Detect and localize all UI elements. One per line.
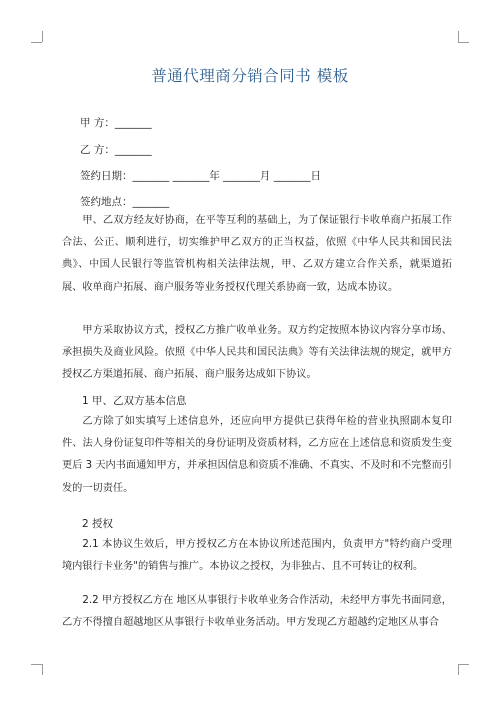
paragraph-clause-2-1: 2.1 本协议生效后，甲方授权乙方在本协议所述范围内，负责甲方"特约商户受理境内银行卡业务"的销售与推广。本协议之授权，为非独占、且不可转让的权利。 bbox=[62, 539, 452, 573]
crop-mark-top-right-h bbox=[458, 42, 469, 43]
paragraph-authorization-method: 甲方采取协议方式，授权乙方推广收单业务。双方约定按照本协议内容分享市场、承担损失及商业风险。依照《中华人民共和国民法典》等有关法律法规的规定，就甲方授权乙方渠道拓展、商户拓展、商户服务达成如下协议。 bbox=[62, 325, 452, 381]
document-title: 普通代理商分销合同书 模板 bbox=[151, 67, 349, 85]
crop-mark-top-right-v bbox=[458, 31, 459, 42]
party-b-field: 乙 方：_______ bbox=[80, 144, 152, 156]
paragraph-basic-info: 乙方除了如实填写上述信息外，还应向甲方提供已获得年检的营业执照副本复印件、法人身份证复印件等相关的身份证明及资质材料，乙方应在上述信息和资质发生变更后 3 天内书面通知甲方，并承担因信息和资质不准确、不真实、不及时和不完整而引发的一切责任。 bbox=[62, 416, 452, 494]
section-heading-1: 1 甲、乙双方基本信息 bbox=[82, 395, 187, 407]
crop-mark-top-left-v bbox=[42, 31, 43, 42]
crop-mark-bottom-left-h bbox=[31, 664, 42, 665]
section-heading-2: 2 授权 bbox=[82, 518, 114, 530]
sign-place-field: 签约地点：_______ bbox=[80, 196, 170, 208]
paragraph-clause-2-2: 2.2 甲方授权乙方在 地区从事银行卡收单业务合作活动，未经甲方事先书面同意，乙方不得擅自超越地区从事银行卡收单业务活动。甲方发现乙方超越约定地区从事合 bbox=[62, 595, 452, 629]
paragraph-intro: 甲、乙双方经友好协商，在平等互利的基础上，为了保证银行卡收单商户拓展工作合法、公正、顺利进行，切实维护甲乙双方的正当权益，依照《中华人民共和国民法典》、中国人民银行等监管机构相关法律法规，甲、乙双方建立合作关系，就渠道拓展、收单商户拓展、商户服务等业务授权代理关系协商一致，达成本协议。 bbox=[62, 215, 452, 293]
party-a-field: 甲 方：_______ bbox=[80, 117, 152, 129]
crop-mark-bottom-right-v bbox=[458, 664, 459, 675]
crop-mark-bottom-left-v bbox=[42, 664, 43, 675]
crop-mark-top-left-h bbox=[31, 42, 42, 43]
crop-mark-bottom-right-h bbox=[458, 664, 469, 665]
sign-date-field: 签约日期：_______ _______年 _______月 _______日 bbox=[80, 170, 322, 182]
